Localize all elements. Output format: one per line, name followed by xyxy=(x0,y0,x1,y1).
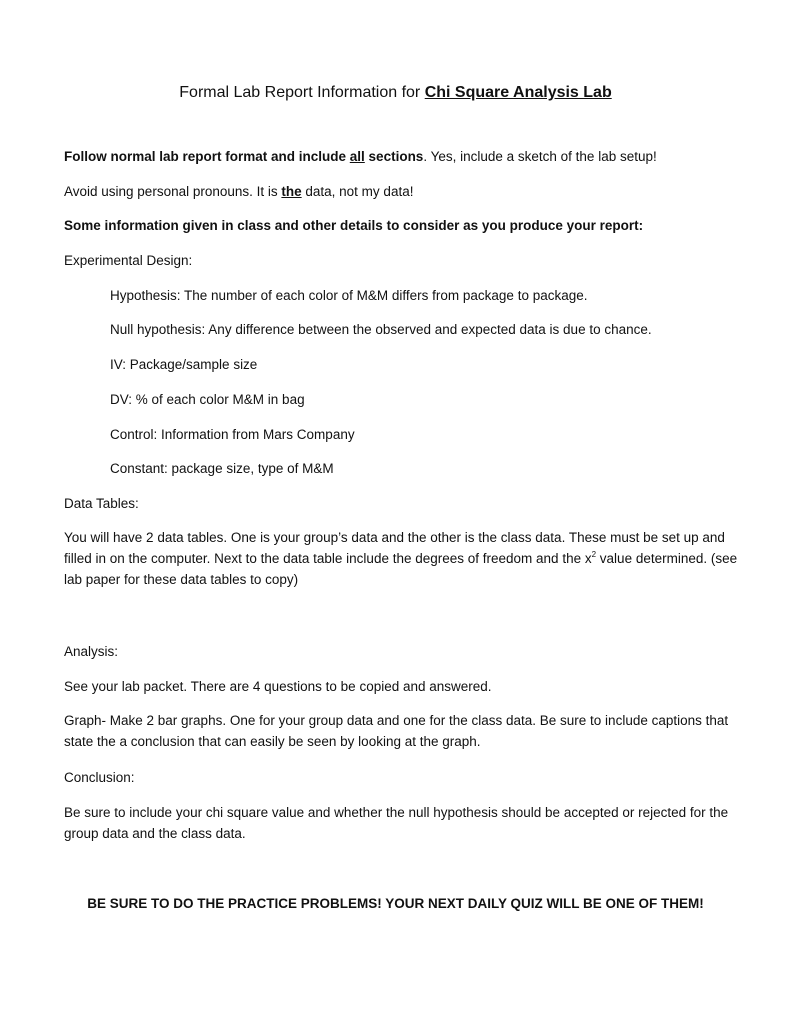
intro-format-bold-a: Follow normal lab report format and include xyxy=(64,149,350,164)
design-item-hypothesis: Hypothesis: The number of each color of M&M differs from package to package. xyxy=(110,288,588,303)
analysis-heading: Analysis: xyxy=(64,644,119,659)
data-tables-text xyxy=(64,527,750,590)
design-item-iv: IV: Package/sample size xyxy=(110,357,258,372)
experimental-design-heading: Experimental Design: xyxy=(64,253,193,268)
intro-format-bold-underline: all xyxy=(349,149,365,164)
analysis-text-graph: Graph- Make 2 bar graphs. One for your group data and one for the class data. Be sure to include captions that state the a conclusion that can easily be seen by looking at the graph. xyxy=(64,713,729,749)
conclusion-text: Be sure to include your chi square value and whether the null hypothesis should be accepted or rejected for the group data and the class data. xyxy=(64,805,729,841)
page-title xyxy=(0,82,791,104)
data-tables-heading: Data Tables: xyxy=(64,496,139,511)
intro-pronoun-underline: the xyxy=(281,184,302,199)
design-item-null-hypothesis: Null hypothesis: Any difference between the observed and expected data is due to chance. xyxy=(110,322,652,337)
intro-pronoun-a: Avoid using personal pronouns. It is xyxy=(64,184,282,199)
title-prefix: Formal Lab Report Information for xyxy=(179,84,425,101)
intro-pronoun-b: data, not my data! xyxy=(301,184,414,199)
intro-info-heading: Some information given in class and other details to consider as you produce your report: xyxy=(64,218,644,233)
design-item-control: Control: Information from Mars Company xyxy=(110,427,355,442)
data-tables-text-b: value determined. (see lab paper for these data tables to copy) xyxy=(64,551,738,587)
data-tables-superscript: 2 xyxy=(591,550,597,559)
data-tables-text-a: You will have 2 data tables. One is your group’s data and the other is the class data. These must be set up and filled in on the computer. Next to the data table include the degrees of freedom and the x xyxy=(64,530,725,566)
design-item-constant: Constant: package size, type of M&M xyxy=(110,461,334,476)
intro-format-bold-b: sections xyxy=(364,149,424,164)
title-lab-name: Chi Square Analysis Lab xyxy=(424,84,612,101)
intro-format-rest: . Yes, include a sketch of the lab setup! xyxy=(423,149,657,164)
analysis-text-packet: See your lab packet. There are 4 questions to be copied and answered. xyxy=(64,679,492,694)
design-item-dv: DV: % of each color M&M in bag xyxy=(110,392,305,407)
conclusion-heading: Conclusion: xyxy=(64,770,135,785)
intro-pronoun-line xyxy=(64,181,750,202)
intro-format-line xyxy=(64,146,750,167)
practice-problems-notice: BE SURE TO DO THE PRACTICE PROBLEMS! YOUR NEXT DAILY QUIZ WILL BE ONE OF THEM! xyxy=(87,896,704,911)
